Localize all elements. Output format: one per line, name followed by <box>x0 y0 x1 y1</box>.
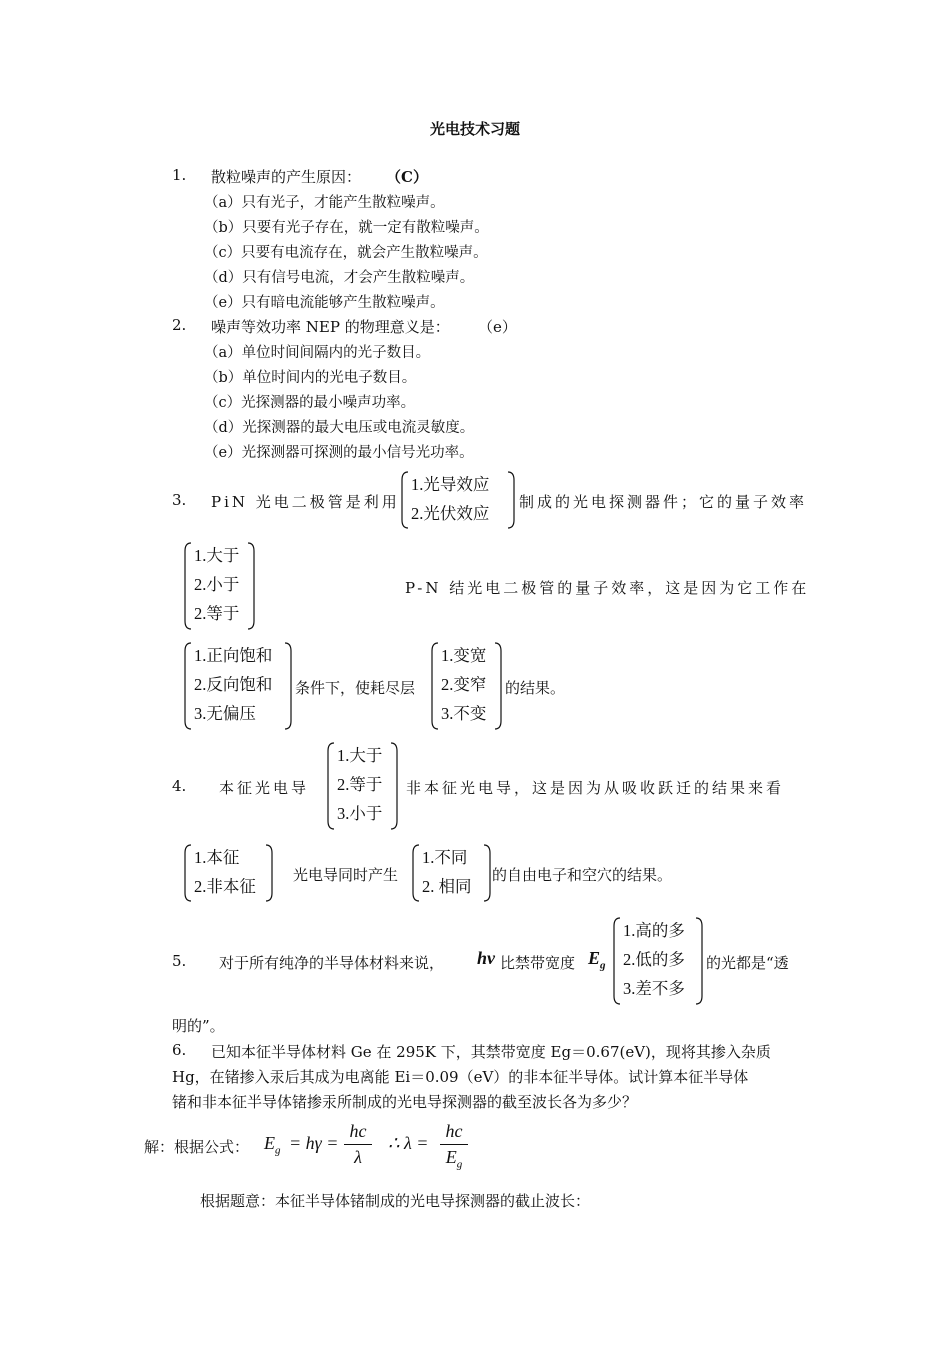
q6-line-2: Hg，在锗掺入汞后其成为电离能 Ei＝0.09（eV）的非本征半导体。试计算本征半导体 <box>172 1068 749 1086</box>
q3-brace-b-option-1: 1.大于 <box>194 546 240 565</box>
q3-brace-c-option-3: 3.无偏压 <box>194 704 256 723</box>
formula-therefore-lambda: ∴ λ = <box>388 1133 429 1153</box>
q5-symbol-h-nu: hν <box>477 948 495 968</box>
q3-brace-c-option-1: 1.正向饱和 <box>194 646 273 665</box>
q3-text-b: 制成的光电探测器件；它的量子效率 <box>519 493 808 511</box>
q4-brace-a-option-3: 3.小于 <box>337 804 383 823</box>
q4-brace-b-option-1: 1.本征 <box>194 848 240 867</box>
q3-text-a: PiN 光电二极管是利用 <box>211 493 400 511</box>
q5-text-a: 对于所有纯净的半导体材料来说， <box>219 954 445 972</box>
fraction-2-numerator: hc <box>445 1121 463 1141</box>
q1-option-d: （d）只有信号电流，才会产生散粒噪声。 <box>204 270 475 286</box>
q1-option-a: （a）只有光子，才能产生散粒噪声。 <box>204 195 445 211</box>
q2-stem: 噪声等效功率 NEP 的物理意义是： <box>211 318 450 336</box>
q3-number: 3. <box>172 491 187 509</box>
q5-brace-option-1: 1.高的多 <box>623 921 685 940</box>
q5-brace-option-2: 2.低的多 <box>623 950 685 969</box>
q1-number: 1. <box>172 166 187 184</box>
q3-text-c: P-N 结光电二极管的量子效率，这是因为它工作在 <box>405 579 810 597</box>
q4-text-d: 的自由电子和空穴的结果。 <box>492 866 673 884</box>
q4-brace-a-option-2: 2.等于 <box>337 775 383 794</box>
q1-stem: 散粒噪声的产生原因： <box>211 168 362 186</box>
fraction-1-denominator: λ <box>354 1147 362 1167</box>
q2-answer: （e） <box>478 318 517 336</box>
q2-option-c: （c）光探测器的最小噪声功率。 <box>204 395 416 411</box>
formula-eg: $E_g$ <box>264 1133 281 1157</box>
q3-brace-a-option-1: 1.光导效应 <box>411 475 490 494</box>
q3-brace-b-option-2: 2.小于 <box>194 575 240 594</box>
q3-brace-d-option-1: 1.变宽 <box>441 646 487 665</box>
fraction-2-denominator: $E_g$ <box>445 1147 463 1171</box>
q3-text-d: 条件下，使耗尽层 <box>295 679 416 697</box>
formula-fraction-hc-lambda <box>344 1121 372 1168</box>
q3-brace-b-option-3: 2.等于 <box>194 604 240 623</box>
q4-brace-c-option-2: 2. 相同 <box>422 877 472 896</box>
q5-brace-option-3: 3.差不多 <box>623 979 685 998</box>
formula-fraction-hc-eg <box>440 1121 468 1171</box>
solution-label: 解：根据公式： <box>144 1138 250 1156</box>
q5-number: 5. <box>172 952 187 970</box>
q2-option-d: （d）光探测器的最大电压或电流灵敏度。 <box>204 420 475 436</box>
q1-option-e: （e）只有暗电流能够产生散粒噪声。 <box>204 295 445 311</box>
q4-text-a: 本征光电导 <box>219 779 310 797</box>
page-title: 光电技术习题 <box>429 120 520 138</box>
fraction-1-numerator: hc <box>349 1121 367 1141</box>
q3-brace-c-option-2: 2.反向饱和 <box>194 675 273 694</box>
q3-brace-d-option-3: 3.不变 <box>441 704 487 723</box>
q4-brace-c-option-1: 1.不同 <box>422 848 468 867</box>
q3-brace-a-option-2: 2.光伏效应 <box>411 504 490 523</box>
q2-number: 2. <box>172 316 187 334</box>
q5-symbol-eg: $E_g$ <box>588 948 606 972</box>
q1-option-c: （c）只要有电流存在，就会产生散粒噪声。 <box>204 245 488 261</box>
q2-option-a: （a）单位时间间隔内的光子数目。 <box>204 345 431 361</box>
q1-option-b: （b）只要有光子存在，就一定有散粒噪声。 <box>204 220 489 236</box>
q5-text-b: 比禁带宽度 <box>500 954 576 972</box>
q4-text-b: 非本征光电导，这是因为从吸收跃迁的结果来看 <box>406 779 785 797</box>
q6-line-1: 已知本征半导体材料 Ge 在 295K 下，其禁带宽度 Eg＝0.67(eV)，现将其掺入杂质 <box>211 1043 771 1061</box>
q6-line-3: 锗和非本征半导体锗掺汞所制成的光电导探测器的截至波长各为多少？ <box>172 1093 638 1111</box>
q5-text-c: 的光都是“透 <box>706 954 789 972</box>
q4-number: 4. <box>172 777 187 795</box>
q2-option-e: （e）光探测器可探测的最小信号光功率。 <box>204 445 474 461</box>
q6-number: 6. <box>172 1041 187 1059</box>
q5-text-d: 明的”。 <box>172 1017 225 1035</box>
q1-answer: （C） <box>386 168 428 186</box>
q2-option-b: （b）单位时间内的光电子数目。 <box>204 370 417 386</box>
q3-brace-d-option-2: 2.变窄 <box>441 675 487 694</box>
q3-text-e: 的结果。 <box>505 679 566 697</box>
formula-equals-h-gamma: = hγ = <box>289 1133 339 1153</box>
q4-brace-b-option-2: 2.非本征 <box>194 877 256 896</box>
q4-text-c: 光电导同时产生 <box>293 866 399 884</box>
q4-brace-a-option-1: 1.大于 <box>337 746 383 765</box>
solution-line-2: 根据题意：本征半导体锗制成的光电导探测器的截止波长： <box>200 1192 591 1210</box>
